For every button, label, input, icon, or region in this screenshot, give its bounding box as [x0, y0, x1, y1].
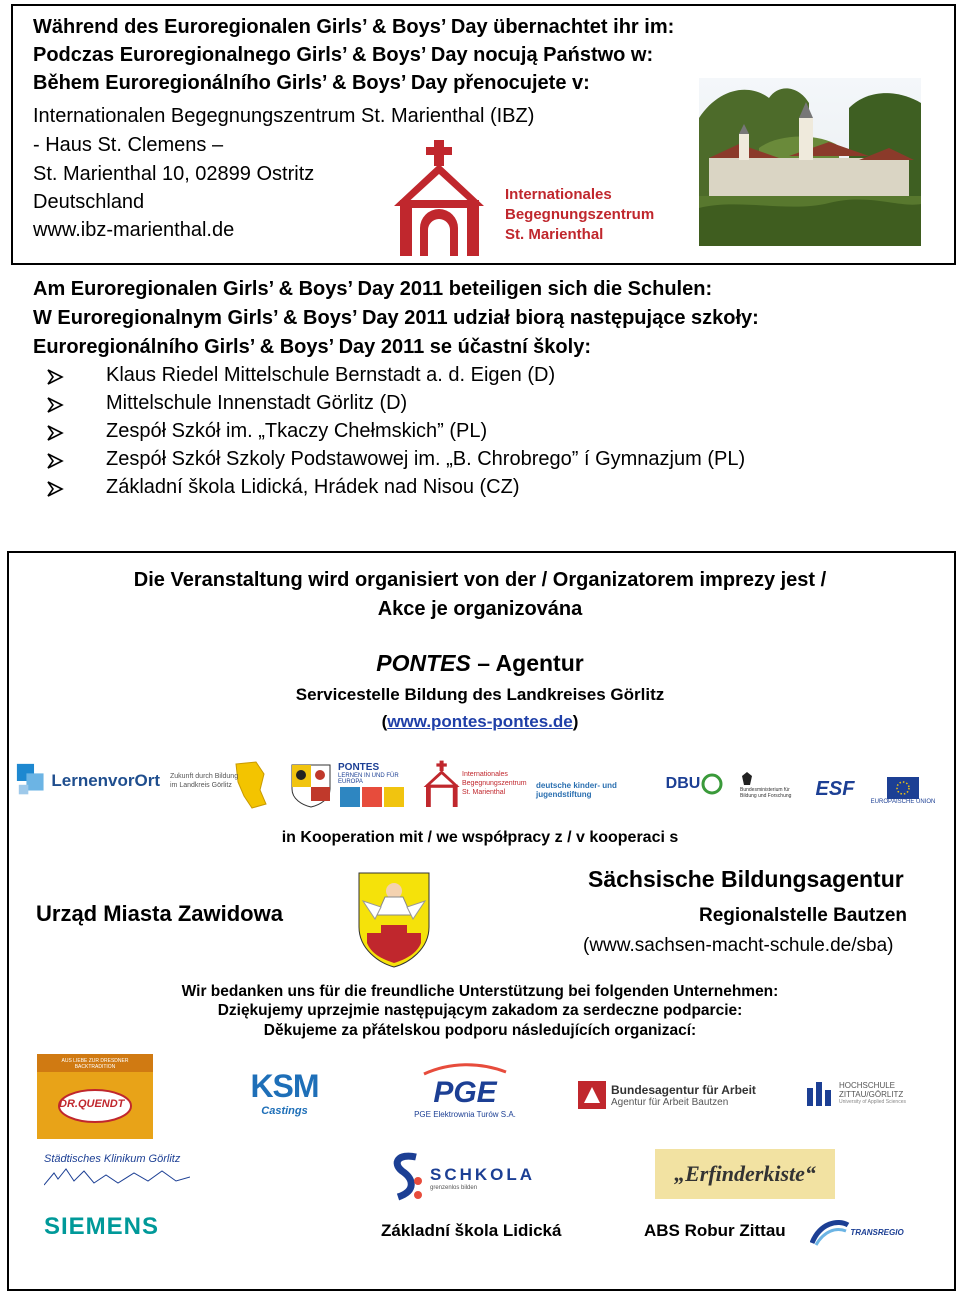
link-paren-close: ): [572, 712, 579, 731]
transregio-swoosh-icon: [810, 1217, 850, 1247]
djs-text: deutsche kinder- und jugendstiftung: [536, 781, 617, 799]
lernen-vor-ort-icon: [15, 761, 47, 801]
ba-text: Bundesagentur für Arbeit: [611, 1082, 756, 1097]
abs-robur-label: ABS Robur Zittau: [644, 1221, 786, 1240]
ksm-castings-text: Castings: [261, 1105, 308, 1117]
pge-logo: [410, 1050, 520, 1130]
dr-quendt-logo: [37, 1054, 153, 1139]
venue-country: Deutschland: [33, 191, 145, 213]
eu-logo: [870, 774, 936, 808]
klinikum-text: Städtisches Klinikum Görlitz: [44, 1153, 181, 1165]
ibz-logo-line-2: Begegnungszentrum: [505, 206, 655, 223]
hochschule-icon: [805, 1078, 835, 1108]
pontes-bridges-icon: [338, 785, 408, 809]
organizer-line-2: Akce je organizována: [377, 598, 583, 620]
link-paren-open: (: [381, 712, 388, 731]
organizer-line-1: Die Veranstaltung wird organisiert von der / Organizatorem imprezy jest /: [133, 569, 827, 591]
ibz-small-text: Internationales Begegnungszentrum St. Marienthal: [462, 770, 527, 796]
thanks-line-pl: Dziękujemy uprzejmie następującym zakadom za serdeczne podparcie:: [217, 1002, 743, 1019]
zukunft-bildung-text: Zukunft durch Bildung im Landkreis Görlitz: [170, 773, 239, 789]
organizer-name-pontes: PONTES: [376, 650, 471, 676]
arrow-bullet-icon: [46, 424, 64, 442]
venue-website[interactable]: www.ibz-marienthal.de: [33, 219, 235, 241]
arrow-bullet-icon: [46, 368, 64, 386]
federal-eagle-icon: [740, 771, 754, 787]
dbu-logo: [660, 760, 730, 808]
schools-heading-de: Am Euroregionalen Girls’ & Boys’ Day 2011 beteiligen sich die Schulen:: [33, 278, 713, 300]
arrow-bullet-icon: [46, 480, 64, 498]
bmbf-text: Bundesministerium für Bildung und Forschung: [740, 787, 792, 799]
pontes-logo-title: PONTES: [338, 761, 380, 773]
cooperation-right-title: Sächsische Bildungsagentur: [588, 866, 904, 892]
schools-heading-pl: W Euroregionalnym Girls’ & Boys’ Day 2011 udział biorą następujące szkoły:: [33, 307, 759, 329]
school-item: Základní škola Lidická, Hrádek nad Nisou (CZ): [106, 476, 520, 498]
transregio-text: TRANSREGIO: [850, 1227, 904, 1237]
arrow-bullet-icon: [46, 452, 64, 470]
klinikum-goerlitz-logo: [44, 1153, 190, 1193]
eu-text: EUROPÄISCHE UNION: [870, 799, 936, 805]
school-item: Klaus Riedel Mittelschule Bernstadt a. d. Eigen (D): [106, 364, 556, 386]
ksm-castings-logo: [247, 1055, 322, 1130]
arrow-bullet-icon: [46, 396, 64, 414]
djs-logo: [536, 778, 654, 802]
eu-flag-icon: [887, 777, 919, 799]
ksm-text: KSM: [250, 1068, 319, 1104]
bundesagentur-logo: [578, 1075, 763, 1115]
esf-logo: [806, 772, 864, 806]
schkola-logo: [388, 1148, 540, 1208]
venue-name: Internationalen Begegnungszentrum St. Marienthal (IBZ): [33, 105, 535, 127]
intro-line-pl: Podczas Euroregionalnego Girls’ & Boys’ Day nocują Państwo w:: [33, 44, 654, 66]
school-item: Zespół Szkół im. „Tkaczy Chełmskich” (PL): [106, 420, 488, 442]
schools-heading-cz: Euroregionálního Girls’ & Boys’ Day 2011 se účastní školy:: [33, 336, 591, 358]
zukunft-bildung-logo: [168, 760, 273, 810]
dr-quendt-text: DR.QUENDT: [59, 1098, 125, 1110]
thanks-line-de: Wir bedanken uns für die freundliche Unterstützung bei folgenden Unternehmen:: [181, 983, 779, 1000]
dr-quendt-tagline: AUS LIEBE ZUR DRESDNER BACKTRADITION: [61, 1058, 129, 1070]
lernen-vor-ort-logo: [15, 758, 160, 803]
monastery-photo: [699, 78, 921, 246]
ibz-logo-line-1: Internationales: [505, 186, 612, 203]
ba-sub-text: Agentur für Arbeit Bautzen: [611, 1096, 729, 1108]
hochschule-logo: [805, 1075, 925, 1111]
zs-lidicka-label: Základní škola Lidická: [381, 1221, 562, 1240]
pontes-logo-sub: LERNEN IN UND FÜR EUROPA: [338, 772, 399, 785]
cooperation-label: in Kooperation mit / we współpracy z / v kooperaci s: [281, 829, 679, 846]
bmbf-logo: [740, 762, 802, 808]
ibz-small-logo: [420, 758, 530, 808]
cooperation-left: Urząd Miasta Zawidowa: [36, 901, 283, 926]
organizer-name-agentur: – Agentur: [470, 650, 584, 676]
school-item: Mittelschule Innenstadt Görlitz (D): [106, 392, 408, 414]
organizer-link-line: [0, 712, 960, 732]
erfinderkiste-logo: [655, 1149, 835, 1199]
ibz-emblem-icon: [390, 136, 490, 256]
zawidow-coat-of-arms-icon: [357, 871, 431, 969]
organizer-name: [0, 650, 960, 677]
thanks-line-cz: Děkujeme za přátelskou podporu následujících organizací:: [263, 1022, 697, 1039]
esf-text: ESF: [815, 777, 855, 800]
lernen-vor-ort-text: LernenvorOrt: [51, 770, 160, 790]
siemens-logo: SIEMENS: [44, 1213, 160, 1240]
ba-text-block: [611, 1083, 756, 1108]
schkola-text-block: [430, 1165, 535, 1191]
pge-swoosh-icon: [420, 1062, 510, 1076]
klinikum-skyline-icon: [44, 1165, 190, 1187]
venue-address: St. Marienthal 10, 02899 Ostritz: [33, 163, 315, 185]
cooperation-right-url[interactable]: (www.sachsen-macht-schule.de/sba): [583, 935, 894, 956]
transregio-logo: [806, 1216, 908, 1248]
pontes-logo: [338, 760, 413, 810]
pontes-website-link[interactable]: www.pontes-pontes.de: [387, 712, 573, 731]
hochschule-text: HOCHSCHULE ZITTAU/GÖRLITZ: [839, 1081, 904, 1099]
ibz-small-emblem-icon: [422, 759, 462, 807]
schkola-s-icon: [388, 1151, 424, 1205]
intro-line-de: Während des Euroregionalen Girls’ & Boys’ Day übernachtet ihr im:: [33, 16, 675, 38]
organizer-sub: Servicestelle Bildung des Landkreises Görlitz: [295, 685, 665, 704]
dbu-text: DBU: [665, 775, 701, 792]
hochschule-sub-text: University of Applied Sciences: [839, 1099, 906, 1105]
schkola-text: SCHKOLA: [430, 1165, 536, 1184]
dbu-leaf-icon: [700, 772, 724, 796]
pge-text: PGE: [433, 1075, 497, 1109]
erfinderkiste-text: „Erfinderkiste“: [674, 1161, 816, 1186]
venue-house: - Haus St. Clemens –: [33, 134, 224, 156]
pge-sub-text: PGE Elektrownia Turów S.A.: [414, 1109, 516, 1119]
schkola-sub-text: grenzenlos bilden: [430, 1185, 478, 1191]
school-item: Zespół Szkół Szkoly Podstawowej im. „B. Chrobrego” í Gymnazjum (PL): [106, 448, 746, 470]
intro-line-cz: Během Euroregionálního Girls’ & Boys’ Day přenocujete v:: [33, 72, 590, 94]
ibz-logo-text: [505, 185, 654, 245]
landkreis-coat-of-arms-icon: [288, 762, 333, 810]
cooperation-right-sub: Regionalstelle Bautzen: [699, 905, 907, 926]
ibz-logo-line-3: St. Marienthal: [505, 226, 604, 243]
ba-arrow-icon: [578, 1081, 606, 1109]
hochschule-text-block: [839, 1081, 923, 1105]
